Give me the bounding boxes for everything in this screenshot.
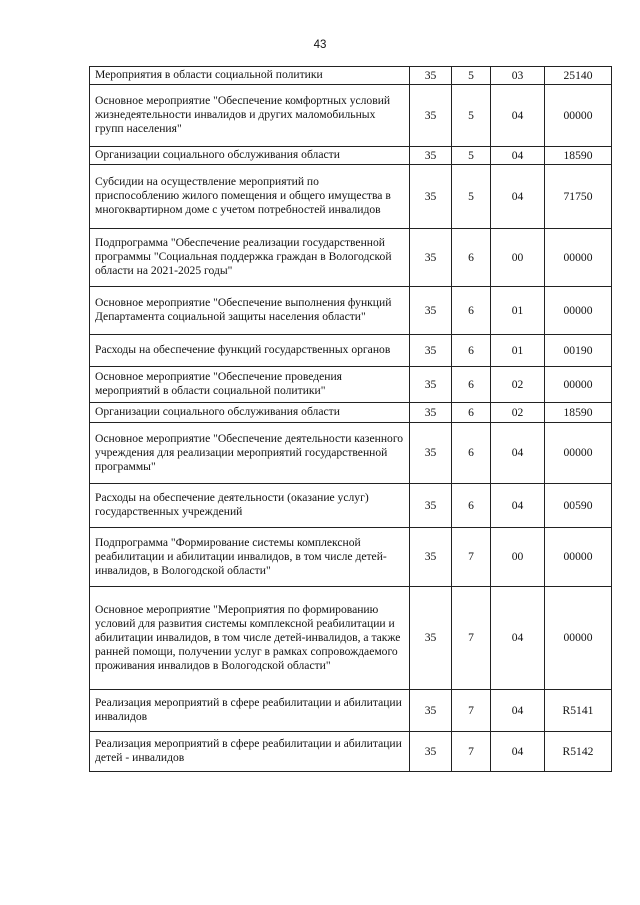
table-row [90,229,612,287]
subprogram-code: 7 [452,690,491,732]
row-name: Подпрограмма "Обеспечение реализации государственной программы "Социальная поддержка граждан в Вологодской области на 2021-2025 годы" [90,229,410,287]
program-code: 35 [410,287,452,335]
table-row [90,165,612,229]
table-row [90,690,612,732]
table-row [90,484,612,528]
program-code: 35 [410,85,452,147]
row-name: Реализация мероприятий в сфере реабилитации и абилитации инвалидов [90,690,410,732]
subprogram-code: 6 [452,403,491,423]
measure-code: 04 [491,484,545,528]
program-code: 35 [410,147,452,165]
direction-code: 00000 [545,287,612,335]
subprogram-code: 5 [452,67,491,85]
subprogram-code: 5 [452,147,491,165]
measure-code: 01 [491,335,545,367]
subprogram-code: 6 [452,423,491,484]
subprogram-code: 6 [452,335,491,367]
subprogram-code: 7 [452,587,491,690]
table-row [90,147,612,165]
measure-code: 04 [491,85,545,147]
program-code: 35 [410,528,452,587]
row-name: Основное мероприятие "Обеспечение комфортных условий жизнедеятельности инвалидов и других маломобильных групп населения" [90,85,410,147]
table-row [90,403,612,423]
direction-code: 71750 [545,165,612,229]
table-row [90,732,612,772]
direction-code: 00000 [545,587,612,690]
program-code: 35 [410,67,452,85]
measure-code: 04 [491,587,545,690]
budget-classification-table [89,66,612,772]
row-name: Реализация мероприятий в сфере реабилитации и абилитации детей - инвалидов [90,732,410,772]
row-name: Организации социального обслуживания области [90,147,410,165]
row-name: Расходы на обеспечение функций государственных органов [90,335,410,367]
measure-code: 00 [491,229,545,287]
table-row [90,528,612,587]
program-code: 35 [410,587,452,690]
subprogram-code: 5 [452,165,491,229]
table-row [90,287,612,335]
direction-code: 00000 [545,367,612,403]
subprogram-code: 7 [452,732,491,772]
row-name: Расходы на обеспечение деятельности (оказание услуг) государственных учреждений [90,484,410,528]
measure-code: 01 [491,287,545,335]
table-row [90,85,612,147]
table-row [90,367,612,403]
direction-code: 00590 [545,484,612,528]
row-name: Организации социального обслуживания области [90,403,410,423]
direction-code: 18590 [545,403,612,423]
measure-code: 04 [491,147,545,165]
program-code: 35 [410,690,452,732]
subprogram-code: 5 [452,85,491,147]
row-name: Основное мероприятие "Обеспечение выполнения функций Департамента социальной защиты населения области" [90,287,410,335]
program-code: 35 [410,423,452,484]
program-code: 35 [410,403,452,423]
row-name: Основное мероприятие "Обеспечение проведения мероприятий в области социальной политики" [90,367,410,403]
measure-code: 04 [491,165,545,229]
direction-code: 00000 [545,229,612,287]
program-code: 35 [410,367,452,403]
table-row [90,423,612,484]
direction-code: 00000 [545,528,612,587]
row-name: Мероприятия в области социальной политики [90,67,410,85]
row-name: Основное мероприятие "Обеспечение деятельности казенного учреждения для реализации мероприятий государственной программы" [90,423,410,484]
measure-code: 02 [491,367,545,403]
direction-code: 00000 [545,85,612,147]
direction-code: 00000 [545,423,612,484]
row-name: Подпрограмма "Формирование системы комплексной реабилитации и абилитации инвалидов, в том числе детей-инвалидов, в Вологодской области" [90,528,410,587]
page-number: 43 [313,39,327,51]
subprogram-code: 6 [452,367,491,403]
program-code: 35 [410,335,452,367]
direction-code: R5142 [545,732,612,772]
measure-code: 03 [491,67,545,85]
program-code: 35 [410,229,452,287]
subprogram-code: 7 [452,528,491,587]
measure-code: 04 [491,423,545,484]
measure-code: 02 [491,403,545,423]
program-code: 35 [410,165,452,229]
row-name: Субсидии на осуществление мероприятий по приспособлению жилого помещения и общего имущества в многоквартирном доме с учетом потребностей инвалидов [90,165,410,229]
table-row [90,67,612,85]
direction-code: 18590 [545,147,612,165]
measure-code: 04 [491,690,545,732]
measure-code: 04 [491,732,545,772]
subprogram-code: 6 [452,287,491,335]
table-row [90,335,612,367]
direction-code: R5141 [545,690,612,732]
program-code: 35 [410,484,452,528]
row-name: Основное мероприятие "Мероприятия по формированию условий для развития системы комплексной реабилитации и абилитации инвалидов, в том числе детей-инвалидов, а также ранней помощи, получении услуг в рамках сопровождаемого проживания инвалидов в Вологодской области" [90,587,410,690]
direction-code: 00190 [545,335,612,367]
subprogram-code: 6 [452,229,491,287]
program-code: 35 [410,732,452,772]
measure-code: 00 [491,528,545,587]
direction-code: 25140 [545,67,612,85]
subprogram-code: 6 [452,484,491,528]
table-row [90,587,612,690]
